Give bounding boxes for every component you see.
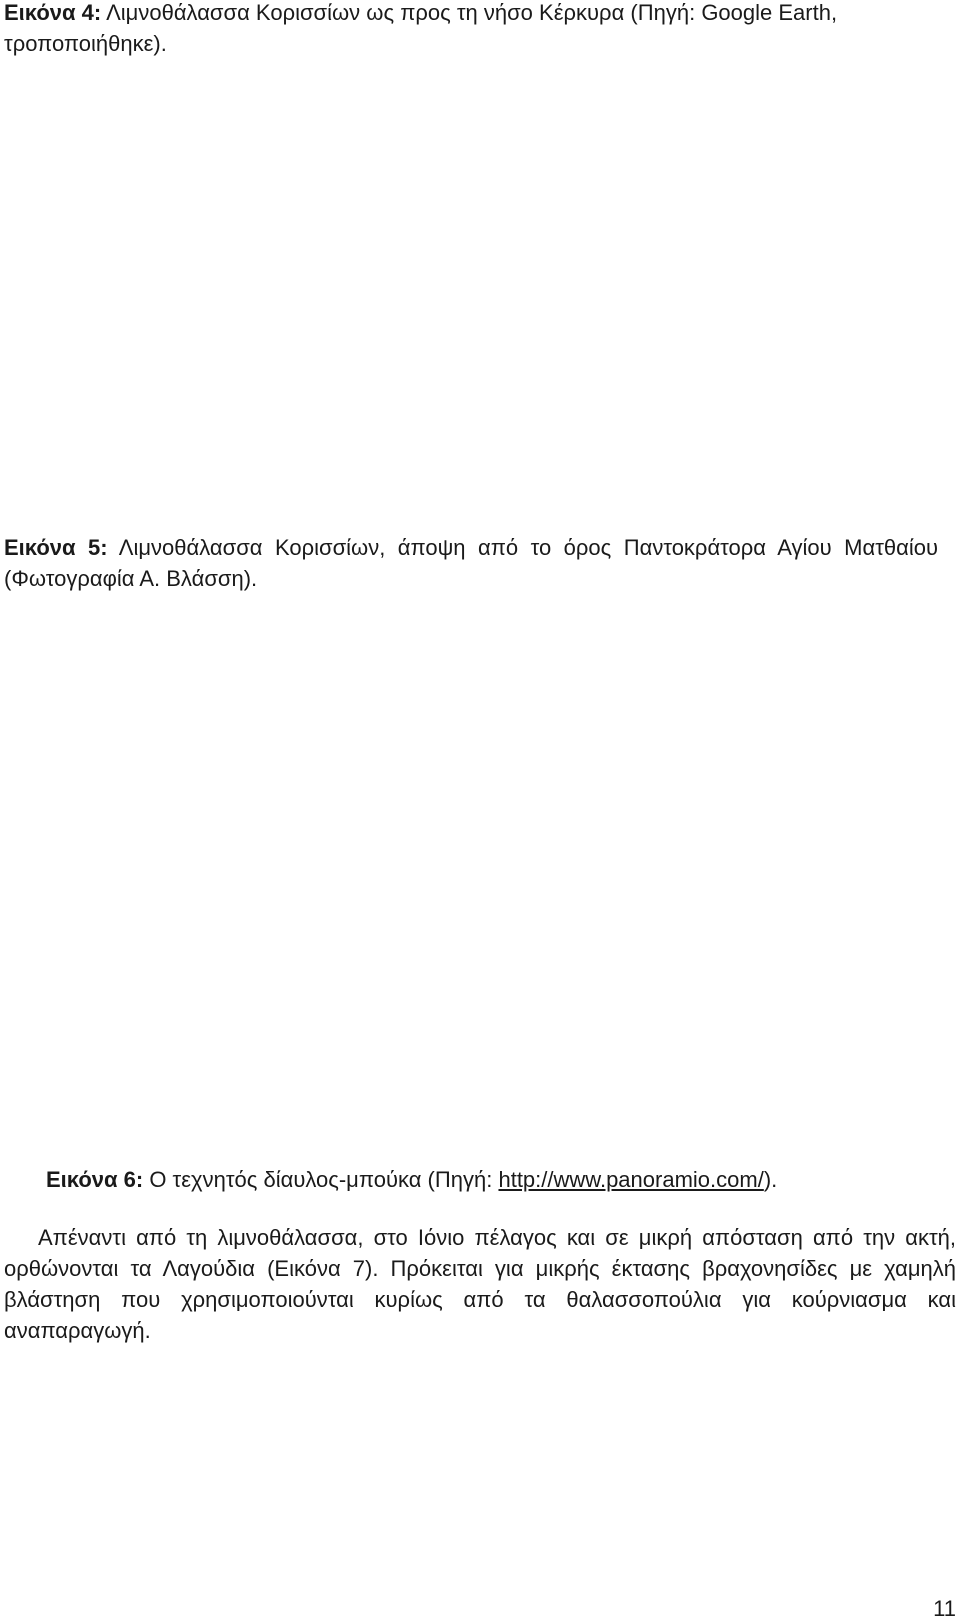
figure-4-text: Λιμνοθάλασσα Κορισσίων ως προς τη νήσο Κέρκυρα (Πηγή: Google Earth, τροποποιήθηκε). xyxy=(4,0,838,56)
figure-5-text: Λιμνοθάλασσα Κορισσίων, άποψη από το όρος Παντοκράτορα Αγίου Ματθαίου (Φωτογραφία Α. Βλάσση). xyxy=(4,535,938,591)
figure-6-caption xyxy=(46,1164,926,1195)
figure-6-label: Εικόνα 6: xyxy=(46,1167,144,1192)
figure-4-caption xyxy=(4,0,934,59)
source-link[interactable]: http://www.panoramio.com/ xyxy=(498,1167,764,1192)
figure-5-caption xyxy=(4,532,938,594)
figure-6-text: Ο τεχνητός δίαυλος-μπούκα (Πηγή: xyxy=(143,1167,499,1192)
body-paragraph: Απέναντι από τη λιμνοθάλασσα, στο Ιόνιο πέλαγος και σε μικρή απόσταση από την ακτή, ορθώνονται τα Λαγούδια (Εικόνα 7). Πρόκειται για μικρής έκτασης βραχονησίδες με χαμηλή βλάστηση που χρησιμοποιούνται κυρίως από τα θαλασσοπούλια για κούρνιασμα και αναπαραγωγή. xyxy=(4,1225,956,1343)
figure-4-label: Εικόνα 4: xyxy=(4,0,102,25)
figure-6-after: ). xyxy=(763,1167,778,1192)
figure-5-label: Εικόνα 5: xyxy=(4,535,108,560)
page-number: 11 xyxy=(933,1596,956,1621)
